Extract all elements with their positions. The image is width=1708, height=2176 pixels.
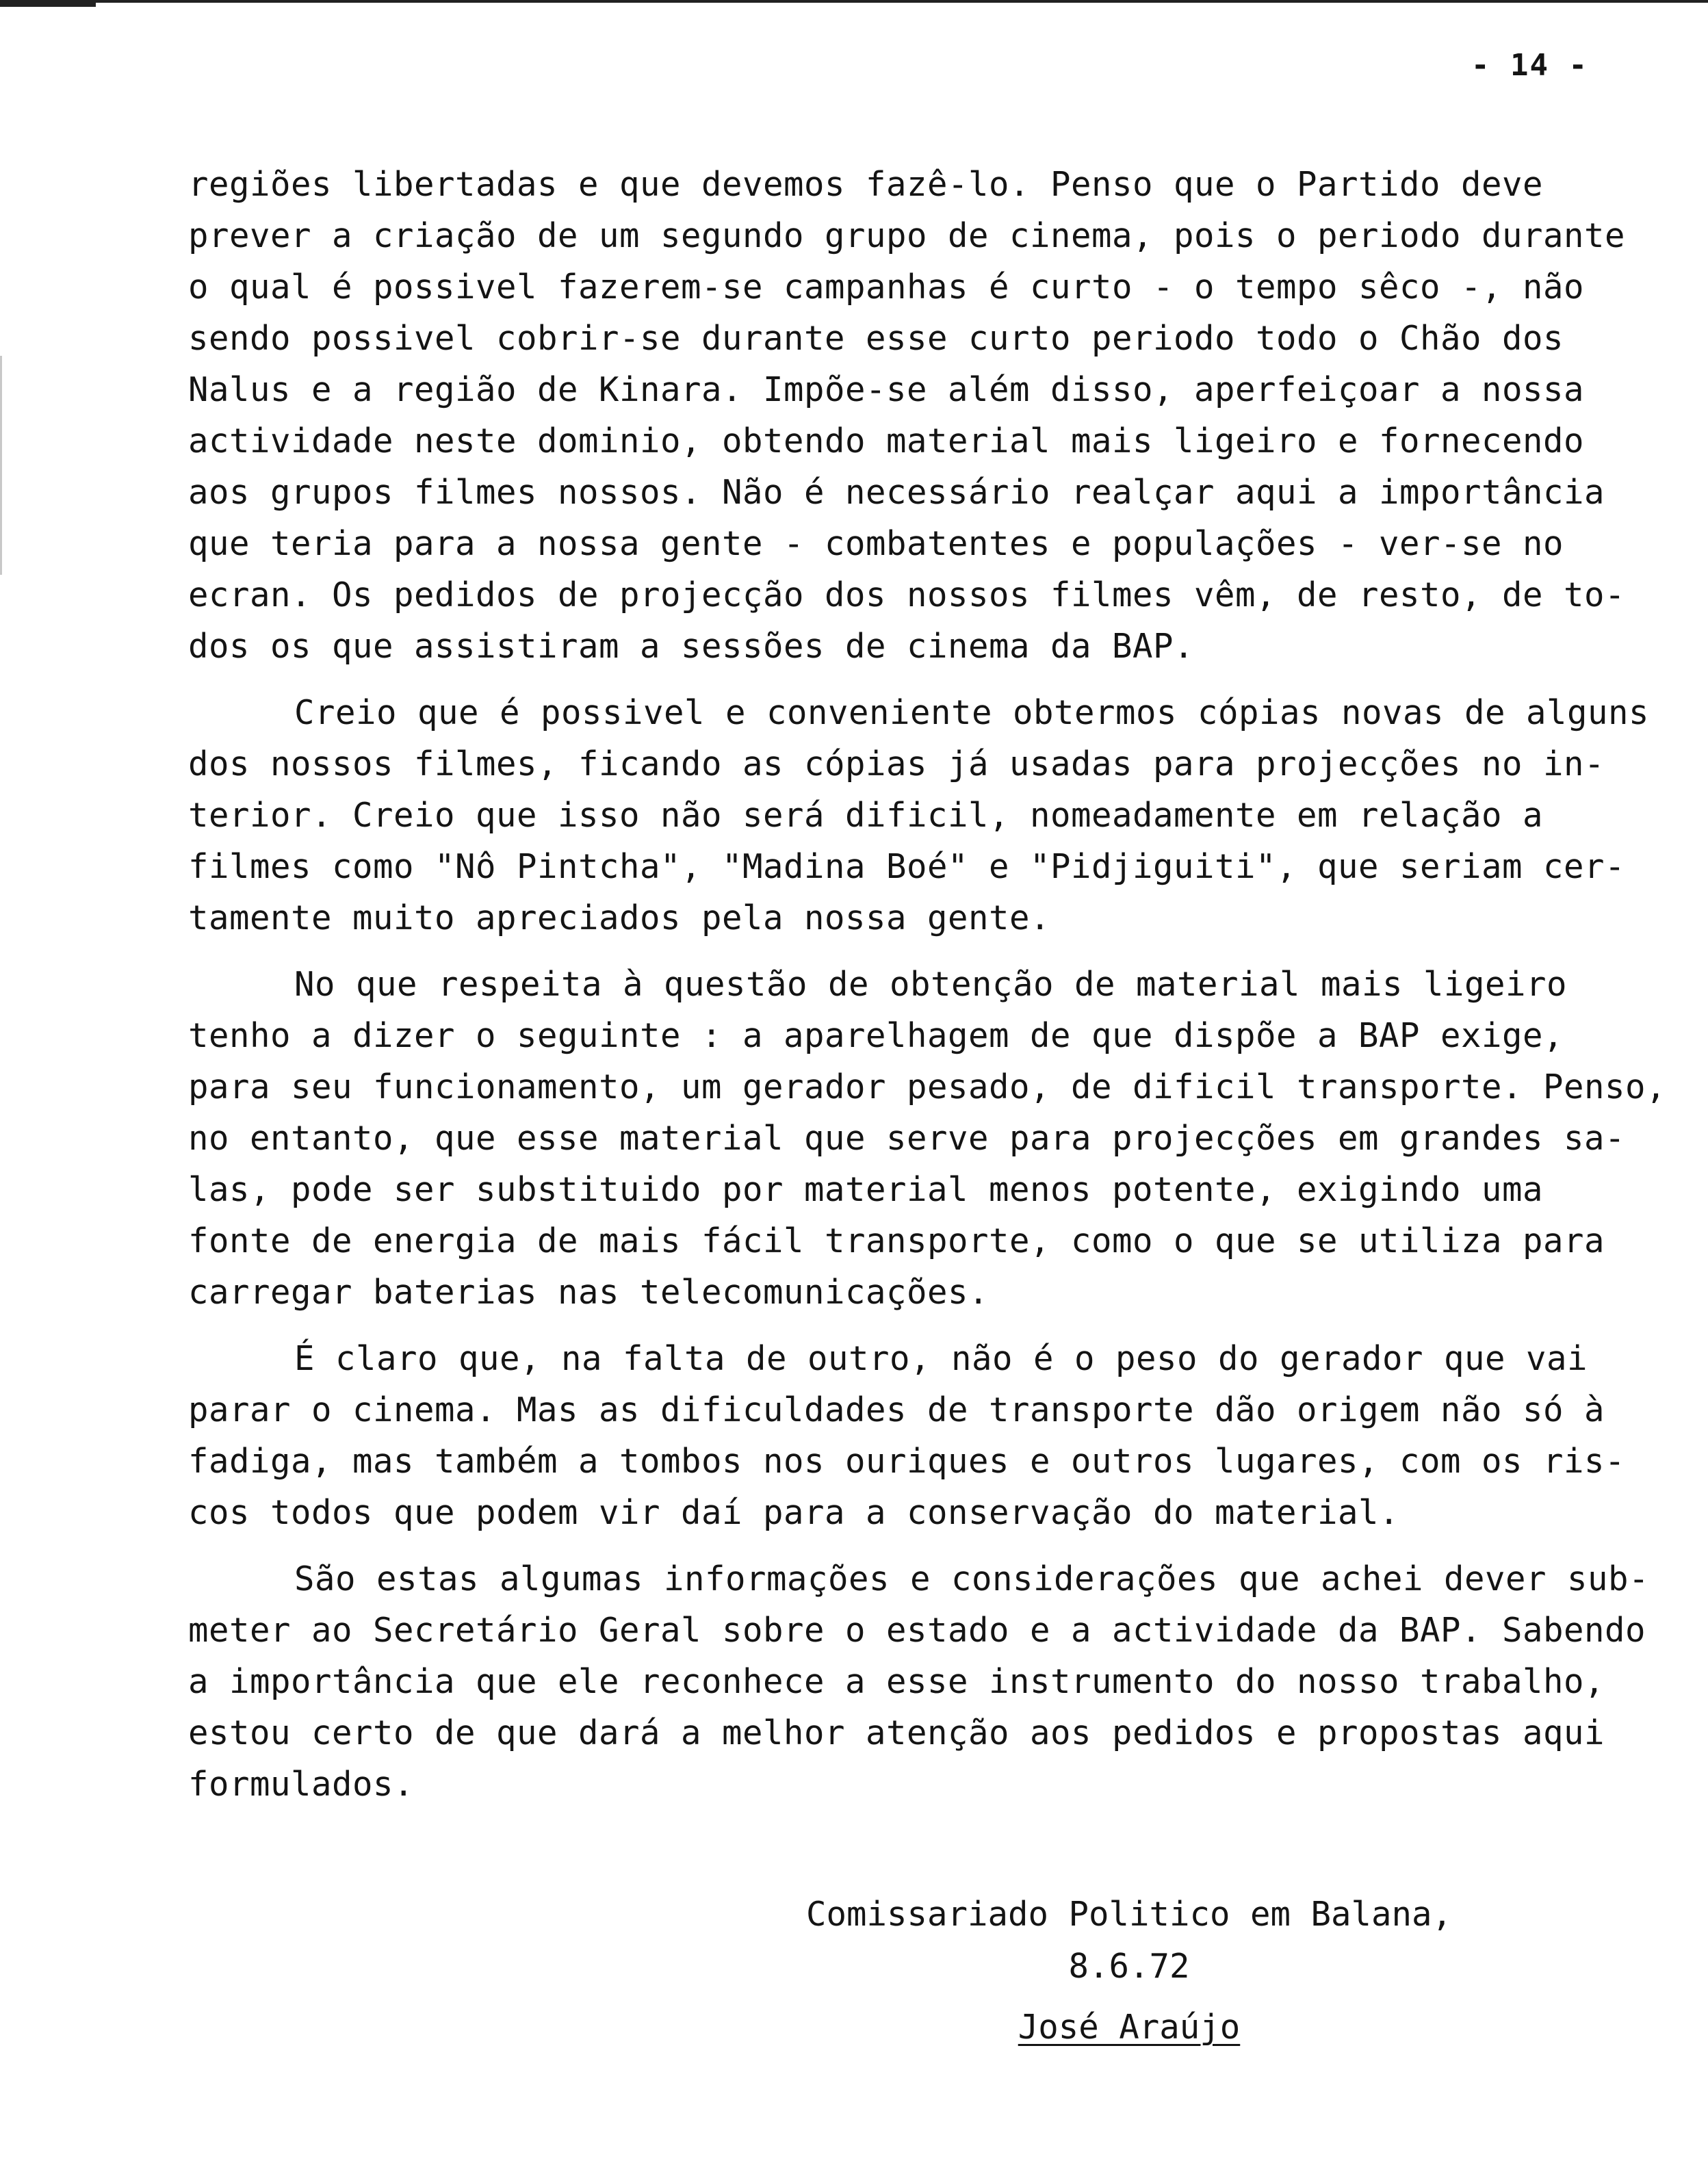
text-line: dos os que assistiram a sessões de cinema da BAP. — [188, 627, 1195, 666]
left-margin-mark — [0, 356, 2, 575]
text-line: São estas algumas informações e considerações que achei dever sub- — [294, 1559, 1650, 1598]
text-line: parar o cinema. Mas as dificuldades de transporte dão origem não só à — [188, 1390, 1605, 1429]
text-line: tamente muito apreciados pela nossa gente. — [188, 898, 1051, 937]
text-line: que teria para a nossa gente - combatentes e populações - ver-se no — [188, 524, 1564, 563]
paragraph-3 — [188, 959, 1680, 1318]
text-line: sendo possivel cobrir-se durante esse curto periodo todo o Chão dos — [188, 319, 1564, 358]
text-line: tenho a dizer o seguinte : a aparelhagem de que dispõe a BAP exige, — [188, 1016, 1564, 1055]
text-line: carregar baterias nas telecomunicações. — [188, 1273, 989, 1312]
top-corner-mark — [0, 0, 96, 7]
text-line: formulados. — [188, 1765, 415, 1804]
text-line: para seu funcionamento, um gerador pesado, de dificil transporte. Penso, — [188, 1067, 1667, 1106]
text-line: o qual é possivel fazerem-se campanhas é curto - o tempo sêco -, não — [188, 268, 1585, 307]
text-line: meter ao Secretário Geral sobre o estado e a actividade da BAP. Sabendo — [188, 1611, 1646, 1650]
paragraph-5 — [188, 1553, 1680, 1810]
signature-place: Comissariado Politico em Balana, — [805, 1895, 1452, 1934]
text-line: fadiga, mas também a tombos nos ouriques e outros lugares, com os ris- — [188, 1442, 1626, 1481]
text-line: regiões libertadas e que devemos fazê-lo. Penso que o Partido deve — [188, 165, 1544, 204]
text-line: las, pode ser substituido por material menos potente, exigindo uma — [188, 1170, 1544, 1209]
text-line: terior. Creio que isso não será dificil, nomeadamente em relação a — [188, 796, 1544, 835]
text-line: no entanto, que esse material que serve para projecções em grandes sa- — [188, 1119, 1626, 1158]
top-edge-rule — [0, 0, 1708, 3]
text-line: actividade neste dominio, obtendo material mais ligeiro e fornecendo — [188, 422, 1585, 461]
page-number: - 14 - — [1471, 48, 1588, 83]
signature-block — [719, 1889, 1540, 2051]
text-line: Nalus e a região de Kinara. Impõe-se além disso, aperfeiçoar a nossa — [188, 370, 1585, 409]
letter-body — [188, 159, 1680, 1825]
text-line: filmes como "Nô Pintcha", "Madina Boé" e "Pidjiguiti", que seriam cer- — [188, 847, 1626, 886]
text-line: aos grupos filmes nossos. Não é necessário realçar aqui a importância — [188, 473, 1605, 512]
signature-name: José Araújo — [1018, 2008, 1241, 2047]
text-line: a importância que ele reconhece a esse instrumento do nosso trabalho, — [188, 1662, 1605, 1701]
signature-date: 8.6.72 — [1068, 1947, 1190, 1986]
text-line: estou certo de que dará a melhor atenção aos pedidos e propostas aqui — [188, 1713, 1605, 1752]
text-line: dos nossos filmes, ficando as cópias já usadas para projecções no in- — [188, 744, 1605, 783]
text-line: ecran. Os pedidos de projecção dos nossos filmes vêm, de resto, de to- — [188, 575, 1626, 614]
paragraph-4 — [188, 1333, 1680, 1538]
text-line: cos todos que podem vir daí para a conservação do material. — [188, 1493, 1400, 1532]
paragraph-1 — [188, 159, 1680, 672]
text-line: prever a criação de um segundo grupo de cinema, pois o periodo durante — [188, 216, 1626, 255]
paragraph-2 — [188, 687, 1680, 944]
text-line: É claro que, na falta de outro, não é o peso do gerador que vai — [294, 1339, 1588, 1378]
text-line: fonte de energia de mais fácil transporte, como o que se utiliza para — [188, 1221, 1605, 1260]
text-line: Creio que é possivel e conveniente obtermos cópias novas de alguns — [294, 693, 1650, 732]
text-line: No que respeita à questão de obtenção de material mais ligeiro — [294, 965, 1568, 1004]
